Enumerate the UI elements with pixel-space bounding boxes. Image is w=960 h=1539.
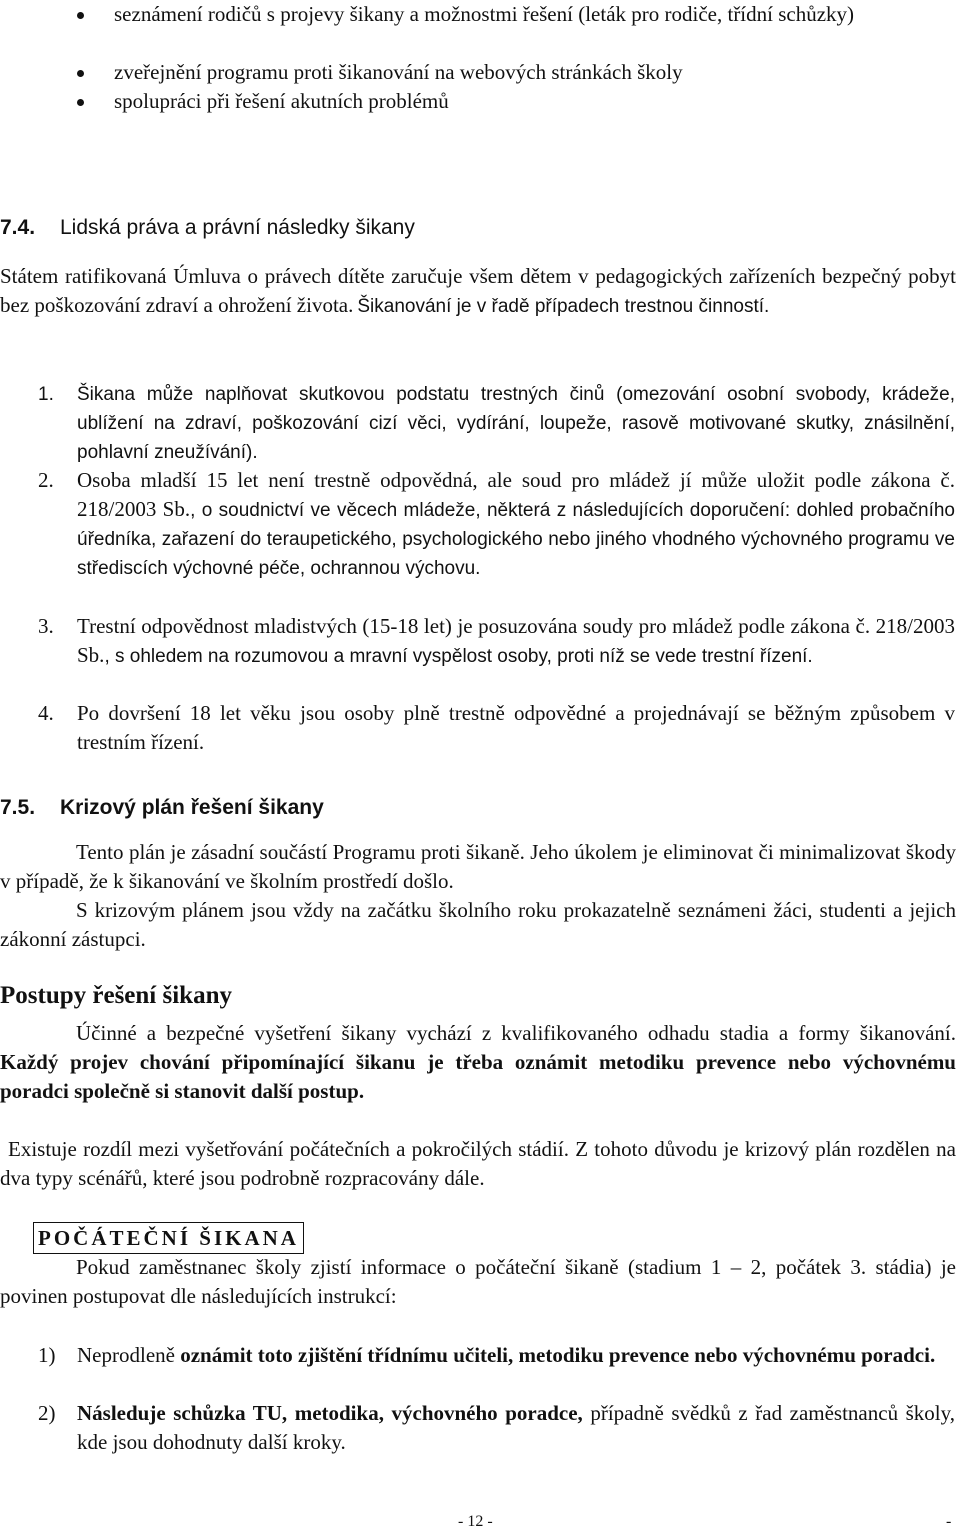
bullet-icon bbox=[77, 70, 84, 77]
item-text-normal: Neprodleně bbox=[77, 1343, 181, 1367]
item-text: Po dovršení 18 let věku jsou osoby plně trestně odpovědné a projednávají se běžným způsobem v trestním řízení. bbox=[77, 701, 955, 754]
bullet-text: seznámení rodičů s projevy šikany a možnostmi řešení (leták pro rodiče, třídní schůzky) bbox=[114, 2, 855, 26]
section-intro bbox=[0, 262, 956, 321]
section-title: Lidská práva a právní následky šikany bbox=[60, 216, 415, 239]
item-text bbox=[77, 1399, 955, 1457]
section-number: 7.4. bbox=[0, 216, 36, 239]
bullet-icon bbox=[77, 12, 84, 19]
section-heading bbox=[0, 794, 324, 822]
item-text bbox=[77, 612, 955, 671]
item-number: 4. bbox=[38, 701, 54, 725]
item-number: 1) bbox=[38, 1343, 56, 1367]
item-text-normal: případně svědků z řad zaměstnanců školy, kde jsou dohodnuty další kroky. bbox=[77, 1401, 956, 1454]
item-text-bold: oznámit toto zjištění třídnímu učiteli, metodiku prevence nebo výchovnému poradci. bbox=[180, 1343, 936, 1367]
paragraph bbox=[0, 1019, 956, 1106]
item-text: Šikana může naplňovat skutkovou podstatu trestných činů (omezování osobní svobody, krádeže, ublížení na zdraví, poškozování cizí věci, vydírání, loupeže, rasově motivované skutky, znásilnění, pohlavní zneužívání). bbox=[77, 384, 955, 463]
bullet-icon bbox=[77, 99, 84, 106]
item-number: 3. bbox=[38, 614, 54, 638]
item-number: 1. bbox=[38, 384, 54, 405]
page-number: - 12 - bbox=[458, 1513, 493, 1530]
paragraph-text: Účinné a bezpečné vyšetření šikany vychází z kvalifikovaného odhadu stadia a formy šikanování. bbox=[76, 1021, 956, 1045]
item-text-a: Trestní odpovědnost mladistvých (15-18 let) je posuzována soudy pro mládež podle zákona č. 218/2003 Sb. bbox=[77, 614, 955, 667]
subsection-heading: Postupy řešení šikany bbox=[0, 982, 232, 1009]
bullet-item bbox=[80, 0, 940, 58]
footer-dash: - bbox=[946, 1513, 952, 1530]
bullet-item bbox=[80, 58, 940, 87]
paragraph: Tento plán je zásadní součástí Programu proti šikaně. Jeho úkolem je eliminovat či minimalizovat škody v případě, že k šikanování ve školním prostředí došlo. bbox=[0, 840, 956, 893]
boxed-heading: POČÁTEČNÍ ŠIKANA bbox=[33, 1222, 304, 1254]
paragraph-bold-text: Každý projev chování připomínající šikanu je třeba oznámit metodiku prevence nebo výchovnému poradci společně si stanovit další postup. bbox=[0, 1050, 956, 1103]
paragraph: Existuje rozdíl mezi vyšetřování počátečních a pokročilých stádií. Z tohoto důvodu je krizový plán rozdělen na dva typy scénářů, které jsou podrobně rozpracovány dále. bbox=[0, 1137, 956, 1190]
intro-text: Státem ratifikovaná Úmluva o právech dítěte zaručuje všem dětem v pedagogických zařízeních bezpečný pobyt bez poškozování zdraví a ohrožení života. bbox=[0, 264, 956, 317]
paragraph: S krizovým plánem jsou vždy na začátku školního roku prokazatelně seznámeni žáci, studenti a jejich zákonní zástupci. bbox=[0, 898, 956, 951]
item-text-bold: Následuje schůzka TU, metodika, výchovného poradce, bbox=[77, 1401, 583, 1425]
item-text-b: , o soudnictví ve věcech mládeže, některá z následujících doporučení: dohled probačního úředníka, zařazení do teraupetického, psychologického nebo jiného vhodného výchovného programu ve střediscích výchovné péče, ochrannou výchovu. bbox=[77, 500, 955, 579]
item-number: 2) bbox=[38, 1401, 56, 1425]
section-heading bbox=[0, 214, 415, 242]
bullet-text: spolupráci při řešení akutních problémů bbox=[114, 89, 449, 113]
item-text-a: Osoba mladší 15 let není trestně odpovědná, ale soud pro mládež jí může uložit podle zákona č. 218/2003 Sb. bbox=[77, 468, 955, 521]
bullet-item bbox=[80, 87, 940, 116]
item-number: 2. bbox=[38, 468, 54, 492]
intro-text-sans: Šikanování je v řadě případech trestnou činností. bbox=[357, 296, 770, 317]
item-text-b: , s ohledem na rozumovou a mravní vyspělost osoby, proti níž se vede trestní řízení. bbox=[104, 646, 813, 667]
paragraph: Pokud zaměstnanec školy zjistí informace o počáteční šikaně (stadium 1 – 2, počátek 3. stádia) je povinen postupovat dle následujících instrukcí: bbox=[0, 1255, 956, 1308]
section-title: Krizový plán řešení šikany bbox=[60, 796, 324, 819]
section-number: 7.5. bbox=[0, 796, 36, 819]
bullet-text: zveřejnění programu proti šikanování na webových stránkách školy bbox=[114, 60, 683, 84]
item-text bbox=[77, 1341, 955, 1370]
item-text bbox=[77, 466, 955, 583]
